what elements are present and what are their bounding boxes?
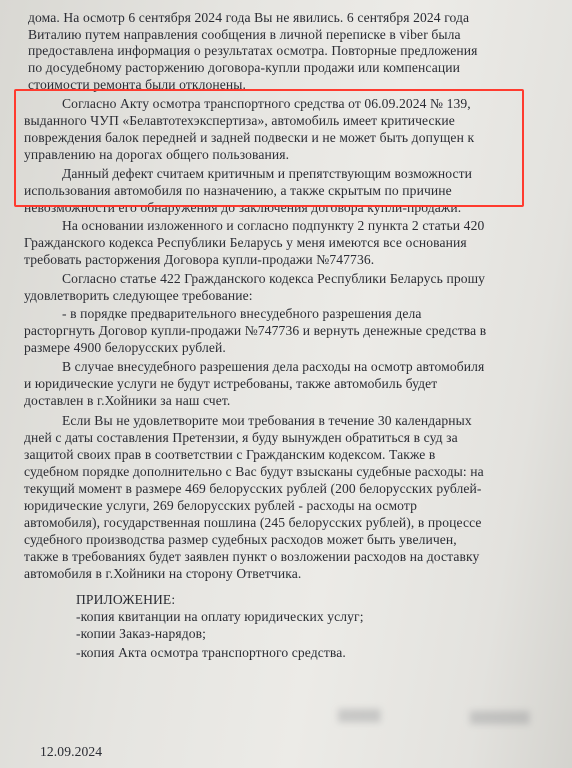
document-line: На основании изложенного и согласно подпункту 2 пункта 2 статьи 420 bbox=[62, 218, 485, 233]
document-line: Если Вы не удовлетворите мои требования в течение 30 календарных bbox=[62, 413, 472, 428]
document-line: дней с даты составления Претензии, я буду вынужден обратиться в суд за bbox=[24, 430, 458, 445]
document-line: Согласно Акту осмотра транспортного средства от 06.09.2024 № 139, bbox=[62, 96, 471, 111]
document-line: юридические услуги, 269 белорусских рублей - расходы на осмотр bbox=[24, 498, 417, 513]
document-line: Согласно статье 422 Гражданского кодекса Республики Беларусь прошу bbox=[62, 271, 486, 286]
document-line: судебного производства размер судебных расходов может быть увеличен, bbox=[24, 532, 457, 547]
document-line: по досудебному расторжению договора-купли продажи или компенсации bbox=[28, 60, 460, 75]
document-line: невозможности его обнаружения до заключения договора купли-продажи. bbox=[24, 200, 462, 215]
document-line: выданного ЧУП «Белавтотехэкспертиза», автомобиль имеет критические bbox=[24, 113, 455, 128]
document-line: дома. На осмотр 6 сентября 2024 года Вы не явились. 6 сентября 2024 года bbox=[28, 10, 470, 25]
document-line: размере 4900 белорусских рублей. bbox=[24, 340, 226, 355]
blurred-name: ▒▒▒▒▒▒▒ bbox=[470, 710, 530, 724]
document-line: удовлетворить следующее требование: bbox=[24, 288, 253, 303]
document-line: ПРИЛОЖЕНИЕ: bbox=[76, 592, 176, 607]
document-line: судебном порядке дополнительно с Вас будут взысканы судебные расходы: на bbox=[24, 464, 484, 479]
document-line: текущий момент в размере 469 белорусских рублей (200 белорусских рублей- bbox=[24, 481, 482, 496]
document-line: защитой своих прав в соответствии с Гражданским кодексом. Также в bbox=[24, 447, 436, 462]
document-line: повреждения балок передней и задней подвески и не может быть допущен к bbox=[24, 130, 475, 145]
document-line: автомобиля в г.Хойники на сторону Ответчика. bbox=[24, 566, 302, 581]
document-line: предоставлена информация о результатах осмотра. Повторные предложения bbox=[28, 43, 478, 58]
document-line: -копия Акта осмотра транспортного средства. bbox=[76, 645, 346, 660]
document-line: стоимости ремонта были отклонены. bbox=[28, 77, 246, 92]
document-line: Данный дефект считаем критичным и препятствующим возможности bbox=[62, 166, 473, 181]
document-line: расторгнуть Договор купли-продажи №747736 и вернуть денежные средства в bbox=[24, 323, 487, 338]
document-line: 12.09.2024 bbox=[40, 744, 103, 759]
document-line: -копии Заказ-нарядов; bbox=[76, 626, 206, 641]
document-line: В случае внесудебного разрешения дела расходы на осмотр автомобиля bbox=[62, 359, 485, 374]
document-line: доставлен в г.Хойники за наш счет. bbox=[24, 393, 231, 408]
document-line: управлению на дорогах общего пользования. bbox=[24, 147, 290, 162]
document-line: Гражданского кодекса Республики Беларусь у меня имеются все основания bbox=[24, 235, 467, 250]
document-line: Виталию путем направления сообщения в личной переписке в viber была bbox=[28, 27, 461, 42]
document-line: требовать расторжения Договора купли-продажи №747736. bbox=[24, 252, 375, 267]
blurred-signature: ▒▒▒▒▒ bbox=[338, 708, 381, 722]
document-line: также в требованиях будет заявлен пункт о возложении расходов на доставку bbox=[24, 549, 480, 564]
document-line: - в порядке предварительного внесудебного разрешения дела bbox=[62, 306, 422, 321]
document-line: -копия квитанции на оплату юридических услуг; bbox=[76, 609, 364, 624]
document-line: и юридические услуги не будут истребованы, также автомобиль будет bbox=[24, 376, 438, 391]
document-line: автомобиля), государственная пошлина (245 белорусских рублей), в процессе bbox=[24, 515, 482, 530]
document-line: использования автомобиля по назначению, а также скрытым по причине bbox=[24, 183, 452, 198]
